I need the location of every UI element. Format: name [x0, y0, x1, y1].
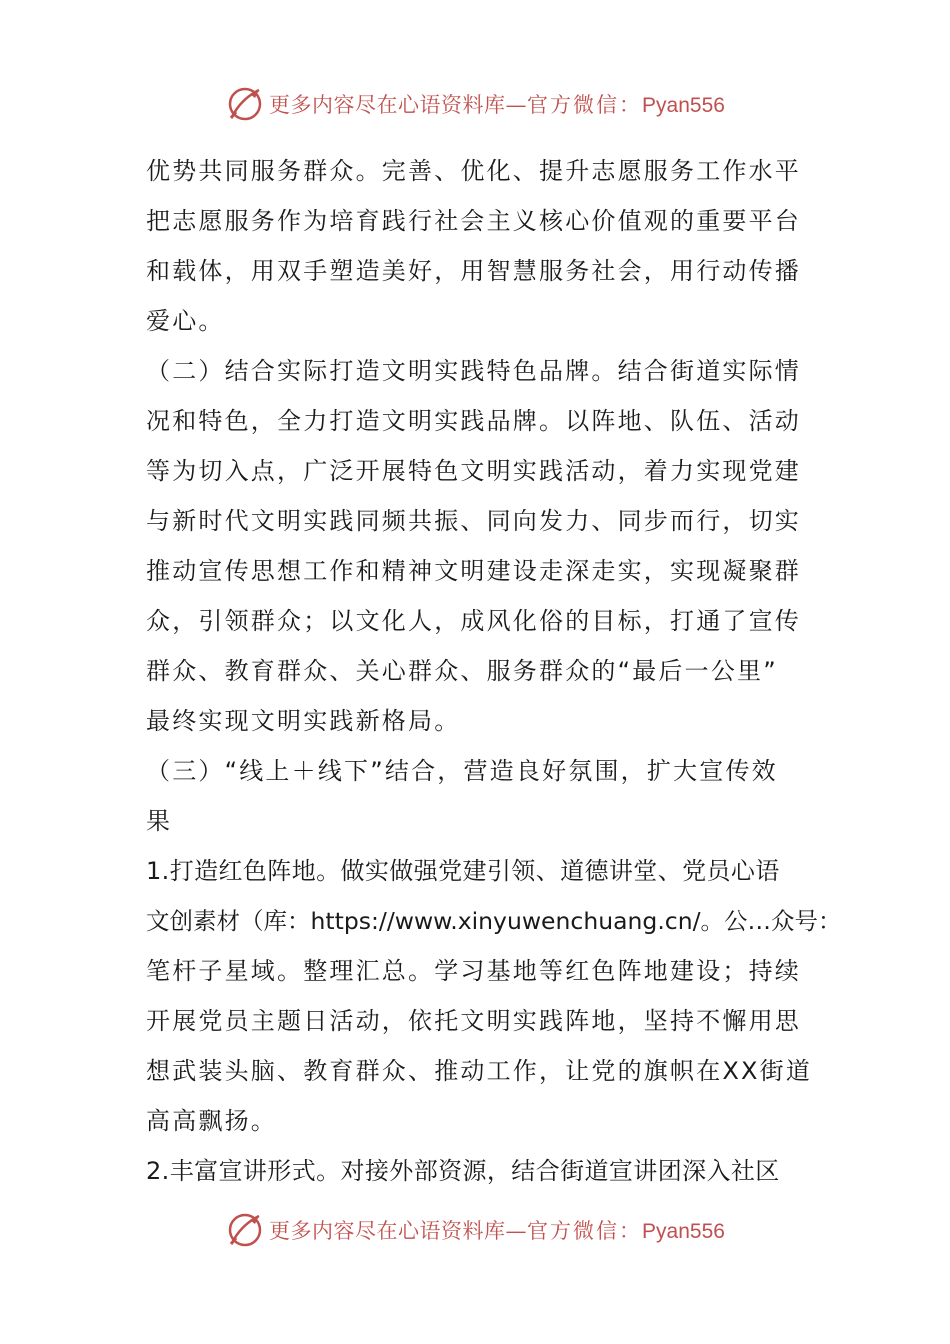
- footer-watermark-banner: [0, 1206, 950, 1254]
- footer-brand: 更多内容尽在心语资料库: [269, 1219, 506, 1243]
- body-line: 和载体，用双手塑造美好，用智慧服务社会，用行动传播: [146, 257, 801, 285]
- section-heading: （三）“线上＋线下”结合，营造良好氛围，扩大宣传效: [146, 757, 778, 785]
- header-dash: —: [505, 93, 528, 117]
- footer-banner-text: [269, 1215, 725, 1245]
- body-line: 等为切入点，广泛开展特色文明实践活动，着力实现党建: [146, 457, 801, 485]
- body-line: 爱心。: [146, 307, 225, 335]
- body-line: 文创素材（库：https://www.xinyuwenchuang.cn/。公…众号：: [146, 907, 842, 935]
- body-line: 果: [146, 807, 173, 835]
- footer-account: Pyan556: [642, 1220, 725, 1243]
- header-account: Pyan556: [642, 94, 725, 117]
- document-body: [146, 146, 842, 1196]
- body-line: 推动宣传思想工作和精神文明建设走深走实，实现凝聚群: [146, 557, 801, 585]
- list-item-heading: 1.打造红色阵地。做实做强党建引领、道德讲堂、党员心语: [146, 857, 780, 885]
- body-line: 笔杆子星域。整理汇总。学习基地等红色阵地建设；持续: [146, 957, 801, 985]
- body-line: 况和特色，全力打造文明实践品牌。以阵地、队伍、活动: [146, 407, 801, 435]
- body-line: 与新时代文明实践同频共振、同向发力、同步而行，切实: [146, 507, 801, 535]
- pen-logo-icon: [225, 1210, 265, 1250]
- footer-dash: —: [505, 1219, 528, 1243]
- header-watermark-banner: [0, 80, 950, 128]
- header-wechat-label: 官方微信：: [527, 93, 643, 117]
- body-line: 把志愿服务作为培育践行社会主义核心价值观的重要平台: [146, 207, 801, 235]
- body-line: 众，引领群众；以文化人，成风化俗的目标，打通了宣传: [146, 607, 801, 635]
- list-item-heading: 2.丰富宣讲形式。对接外部资源，结合街道宣讲团深入社区: [146, 1157, 780, 1185]
- footer-wechat-label: 官方微信：: [527, 1219, 643, 1243]
- header-banner-text: [269, 89, 725, 119]
- pen-logo-icon: [225, 84, 265, 124]
- body-line: 最终实现文明实践新格局。: [146, 707, 461, 735]
- body-line: 想武装头脑、教育群众、推动工作，让党的旗帜在XX街道: [146, 1057, 813, 1085]
- body-line: 高高飘扬。: [146, 1107, 277, 1135]
- section-heading: （二）结合实际打造文明实践特色品牌。结合街道实际情: [146, 357, 801, 385]
- body-line: 优势共同服务群众。完善、优化、提升志愿服务工作水平: [146, 157, 801, 185]
- header-brand: 更多内容尽在心语资料库: [269, 93, 506, 117]
- body-line: 群众、教育群众、关心群众、服务群众的“最后一公里”: [146, 657, 778, 685]
- body-line: 开展党员主题日活动，依托文明实践阵地，坚持不懈用思: [146, 1007, 801, 1035]
